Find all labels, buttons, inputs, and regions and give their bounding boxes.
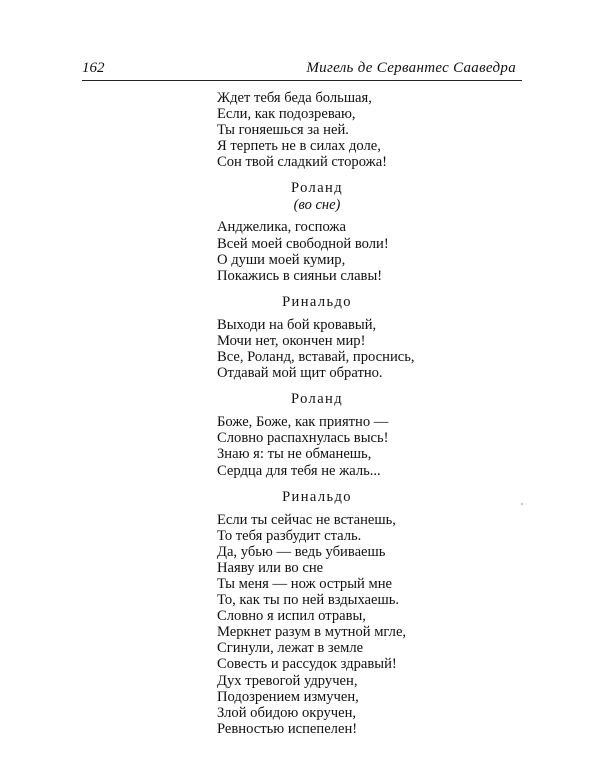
verse-section-3 <box>217 294 457 381</box>
print-speck <box>521 503 523 505</box>
speaker-name: Ринальдо <box>282 488 352 505</box>
speaker-name: Роланд <box>291 391 343 408</box>
verse-line: Совесть и рассудок здравый! <box>217 656 397 673</box>
verse-section-1 <box>217 90 457 170</box>
stage-direction: (во сне) <box>293 197 341 214</box>
verse-line: Злой обидою окручен, <box>217 704 357 721</box>
verse-section-4 <box>217 391 457 478</box>
verse-line: То, как ты по ней вздыхаешь. <box>217 592 400 609</box>
verse-line: Если ты сейчас не встанешь, <box>217 511 396 528</box>
verse-line: Отдавай мой щит обратно. <box>217 365 383 382</box>
speaker-heading <box>217 391 417 408</box>
verse-line: Знаю я: ты не обманешь, <box>217 446 372 463</box>
verse-line: Боже, Боже, как приятно — <box>217 414 389 431</box>
speaker-name: Ринальдо <box>282 293 352 310</box>
verse-line: Все, Роланд, вставай, проснись, <box>217 349 415 366</box>
verse-line: О души моей кумир, <box>217 251 346 268</box>
verse-line: Ты гоняешься за ней. <box>217 122 349 139</box>
verse-line: Покажись в сияньи славы! <box>217 267 383 284</box>
verse-line: Всей моей свободной воли! <box>217 235 389 252</box>
verse-line: Словно распахнулась высь! <box>217 430 389 447</box>
verse-line: Выходи на бой кровавый, <box>217 316 377 333</box>
speaker-heading <box>217 489 417 506</box>
verse-line: Да, убью — ведь убиваешь <box>217 543 386 560</box>
verse-line: Сгинули, лежат в земле <box>217 640 364 657</box>
verse-line: Подозрением измучен, <box>217 688 359 705</box>
page-number: 162 <box>82 60 105 76</box>
verse-line: Словно я испил отравы, <box>217 608 366 625</box>
verse-section-2 <box>217 180 457 283</box>
verse-line: Сердца для тебя не жаль... <box>217 462 381 479</box>
page-header <box>82 60 522 82</box>
verse-content <box>217 90 457 737</box>
speaker-name: Роланд <box>291 180 343 197</box>
verse-line: Сон твой сладкий сторожа! <box>217 154 388 171</box>
verse-line: Наяву или во сне <box>217 559 324 576</box>
verse-line: Если, как подозреваю, <box>217 106 356 123</box>
speaker-heading <box>217 180 417 213</box>
verse-section-5 <box>217 489 457 737</box>
speaker-heading <box>217 294 417 311</box>
verse-line: Меркнет разум в мутной мгле, <box>217 624 407 641</box>
verse-line: Я терпеть не в силах доле, <box>217 138 381 155</box>
verse-line: Ждет тебя беда большая, <box>217 90 372 106</box>
verse-line: Ревностью испепелен! <box>217 720 358 737</box>
running-head: Мигель де Сервантес Сааведра <box>306 60 516 76</box>
verse-line: Ты меня — нож острый мне <box>217 575 393 592</box>
verse-line: Дух тревогой удручен, <box>217 672 358 689</box>
verse-line: Мочи нет, окончен мир! <box>217 332 366 349</box>
verse-line: То тебя разбудит сталь. <box>217 527 362 544</box>
verse-line: Анджелика, госпожа <box>217 219 346 236</box>
header-rule <box>82 80 522 81</box>
